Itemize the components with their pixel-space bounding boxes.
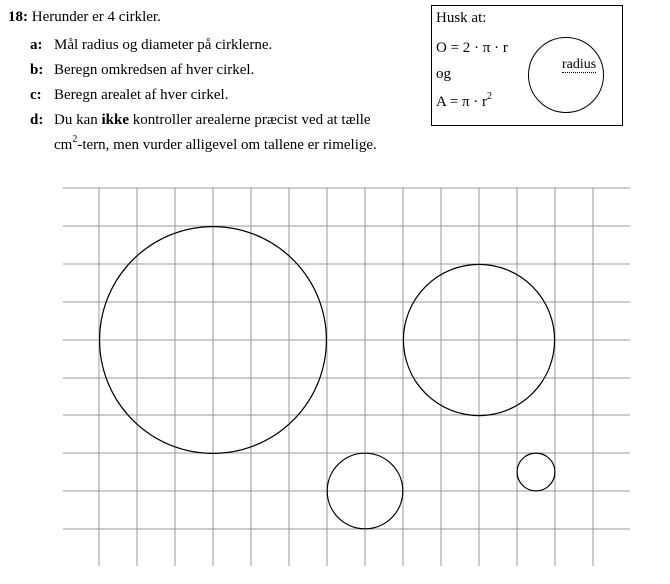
area-formula-text: A = π · r bbox=[436, 94, 488, 110]
item-text-part: -tern, men vurder alligevel om tallene er rimelige. bbox=[77, 137, 377, 153]
tiny-circle bbox=[517, 453, 555, 491]
circumference-formula: O = 2 · π · r bbox=[436, 40, 508, 56]
item-text: Beregn omkredsen af hver cirkel. bbox=[54, 62, 255, 78]
exercise-number: 18: bbox=[8, 9, 28, 25]
item-label: a: bbox=[30, 37, 43, 53]
superscript: 2 bbox=[487, 91, 493, 102]
item-text: Beregn arealet af hver cirkel. bbox=[54, 87, 229, 103]
item-label: b: bbox=[30, 62, 44, 78]
radius-label: radius bbox=[562, 57, 597, 72]
item-label: d: bbox=[30, 112, 44, 128]
item-text-part: cm bbox=[54, 137, 73, 153]
reminder-title: Husk at: bbox=[436, 10, 487, 26]
item-text-part: Du kan bbox=[54, 112, 102, 128]
superscript: 2 bbox=[72, 134, 78, 145]
exercise-intro: Herunder er 4 cirkler. bbox=[31, 9, 161, 25]
item-text-part: kontroller arealerne præcist ved at tælle bbox=[129, 112, 371, 128]
item-text: Mål radius og diameter på cirklerne. bbox=[54, 37, 273, 53]
item-label: c: bbox=[30, 87, 42, 103]
reminder-connector: og bbox=[436, 66, 451, 82]
item-text-bold: ikke bbox=[101, 112, 130, 128]
